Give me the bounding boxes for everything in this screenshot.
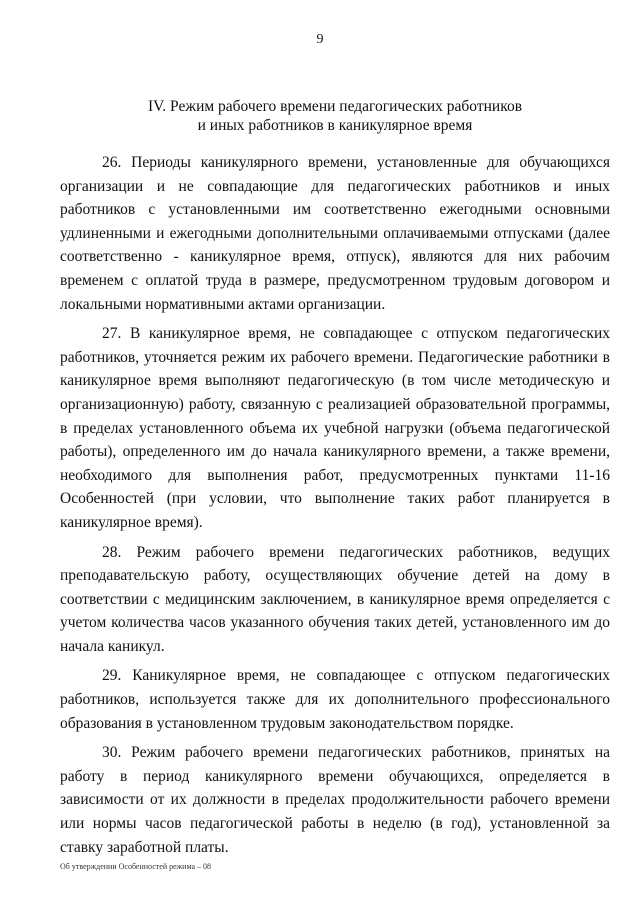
page-footer: Об утверждении Особенностей режима – 08 xyxy=(60,862,212,871)
paragraph-28: 28. Режим рабочего времени педагогических работников, ведущих преподавательскую работу, осуществляющих обучение детей на дому в соответствии с медицинским заключением, в каникулярное время определяется с учетом количества часов указанного обучения таких детей, установленного им до начала каникул. xyxy=(60,543,610,655)
paragraph-26: 26. Периоды каникулярного времени, установленные для обучающихся организации и не совпадающие для педагогических работников и иных работников с установленными им соответственно ежегодными основными удлиненными и ежегодными дополнительными оплачиваемыми отпусками (далее соответственно - каникулярное время, отпуск), являются для них рабочим временем с оплатой труда в размере, предусмотренном трудовым договором и локальными нормативными актами организации. xyxy=(60,154,610,313)
paragraph-29: 29. Каникулярное время, не совпадающее с отпуском педагогических работников, используется также для их дополнительного профессионального образования в установленном трудовым законодательством порядке. xyxy=(60,667,610,732)
paragraph-27: 27. В каникулярное время, не совпадающее с отпуском педагогических работников, уточняется режим их рабочего времени. Педагогические работники в каникулярное время выполняют педагогическую (в том числе методическую и организационную) работу, связанную с реализацией образовательной программы, в пределах установленного объема их учебной нагрузки (объема педагогической работы), определенного им до начала каникулярного времени, а также времени, необходимого для выполнения работ, предусмотренных пунктами 11-16 Особенностей (при условии, что выполнение таких работ планируется в каникулярное время). xyxy=(60,325,610,531)
section-title xyxy=(60,97,610,135)
page-number: 9 xyxy=(316,32,324,47)
paragraph-30: 30. Режим рабочего времени педагогических работников, принятых на работу в период каникулярного времени обучающихся, определяется в зависимости от их должности в пределах продолжительности рабочего времени или нормы часов педагогической работы в неделю (в год), установленной за ставку заработной платы. xyxy=(60,744,610,856)
document-body xyxy=(60,151,610,865)
section-title-line-2: и иных работников в каникулярное время xyxy=(197,117,473,134)
section-title-line-1: IV. Режим рабочего времени педагогических работников xyxy=(147,98,523,115)
